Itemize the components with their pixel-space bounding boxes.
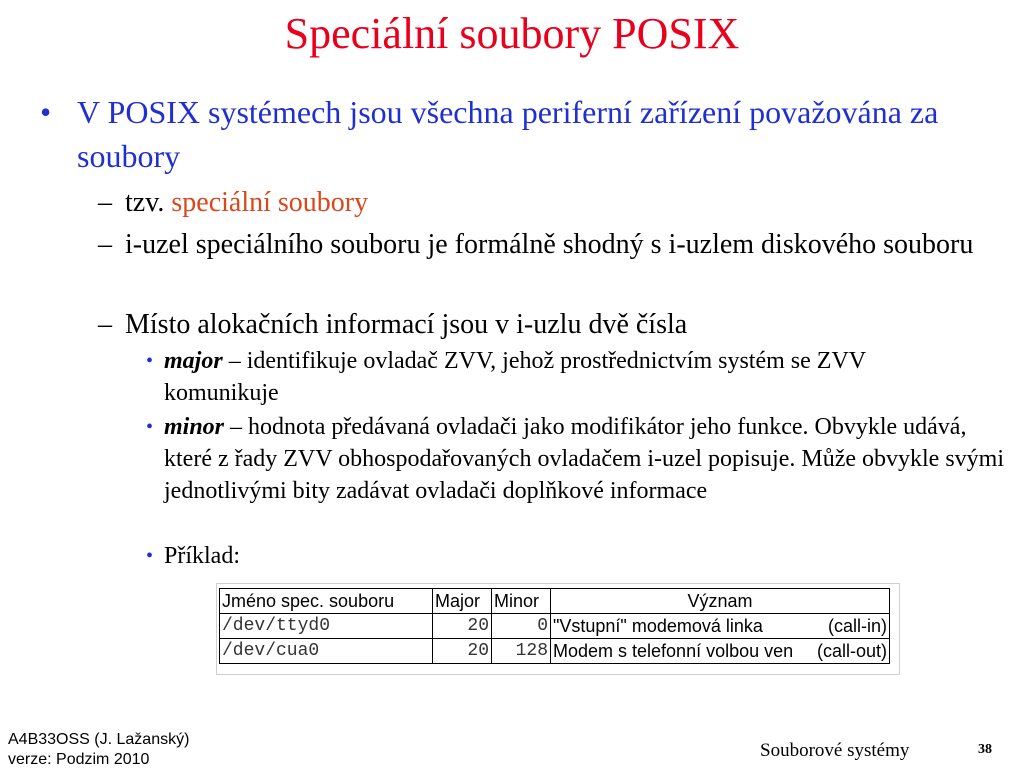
dash-marker: – (98, 229, 112, 260)
mode-text: (call-out) (816, 640, 887, 661)
example-text: Příklad: (164, 543, 240, 569)
header-minor: Minor (492, 589, 551, 614)
dot-marker: • (146, 545, 154, 567)
dash-marker: – (98, 187, 112, 218)
major-bullet (146, 345, 946, 409)
cell-meaning (551, 614, 890, 639)
cell-major: 20 (433, 639, 492, 664)
footer-topic: Souborové systémy (760, 740, 910, 761)
dot-marker: • (146, 350, 154, 372)
major-term: major (164, 348, 223, 374)
cell-minor: 128 (492, 639, 551, 664)
footer-course (8, 730, 189, 770)
slide-title: Speciální soubory POSIX (284, 9, 740, 58)
dot-marker: • (146, 416, 154, 438)
cell-major: 20 (433, 614, 492, 639)
header-name: Jméno spec. souboru (220, 589, 433, 614)
cell-meaning (551, 639, 890, 664)
table-row (220, 639, 890, 664)
footer-version: verze: Podzim 2010 (8, 751, 150, 768)
header-meaning: Význam (551, 589, 890, 614)
page-number: 38 (978, 742, 992, 757)
major-text (164, 345, 946, 409)
bullet-marker: • (40, 94, 52, 130)
minor-text (164, 411, 1006, 507)
sub-bullet-special-files-text (125, 184, 978, 222)
special-files-highlight: speciální soubory (171, 187, 369, 218)
table-header-row (220, 589, 890, 614)
sub-bullet-special-files (98, 184, 978, 222)
footer-course-name: A4B33OSS (J. Lažanský) (8, 731, 190, 748)
device-table-frame (216, 583, 900, 675)
mode-text: (call-in) (827, 615, 887, 636)
dash-marker: – (98, 309, 112, 340)
example-bullet (146, 540, 1006, 572)
minor-term: minor (164, 414, 225, 440)
sub-bullet-two-numbers (98, 306, 978, 344)
device-table (219, 588, 890, 664)
sub-bullet-two-numbers-text: Místo alokačních informací jsou v i-uzlu dvě čísla (125, 309, 688, 340)
meaning-text: "Vstupní" modemová linka (553, 615, 763, 636)
meaning-text: Modem s telefonní volbou ven (553, 640, 794, 661)
minor-desc: – hodnota předávaná ovladači jako modifikátor jeho funkce. Obvykle udává, které z řady ZVV obhospodařovaných ovladačem i-uzel popisuje. Může obvykle svými jednotlivými bity zadávat ovladači doplňkové informace (164, 414, 1004, 504)
bullet-peripherals (40, 90, 980, 178)
cell-minor: 0 (492, 614, 551, 639)
cell-name: /dev/ttyd0 (220, 614, 433, 639)
header-major: Major (433, 589, 492, 614)
table-row (220, 614, 890, 639)
major-desc: – identifikuje ovladač ZVV, jehož prostřednictvím systém se ZVV komunikuje (164, 348, 866, 406)
sub1-prefix: tzv. (125, 187, 172, 218)
bullet-peripherals-text: V POSIX systémech jsou všechna periferní zařízení považována za soubory (77, 94, 939, 174)
cell-name: /dev/cua0 (220, 639, 433, 664)
sub-bullet-inode-text: i-uzel speciálního souboru je formálně shodný s i-uzlem diskového souboru (125, 229, 974, 260)
minor-bullet (146, 411, 1006, 507)
sub-bullet-inode (98, 226, 978, 264)
